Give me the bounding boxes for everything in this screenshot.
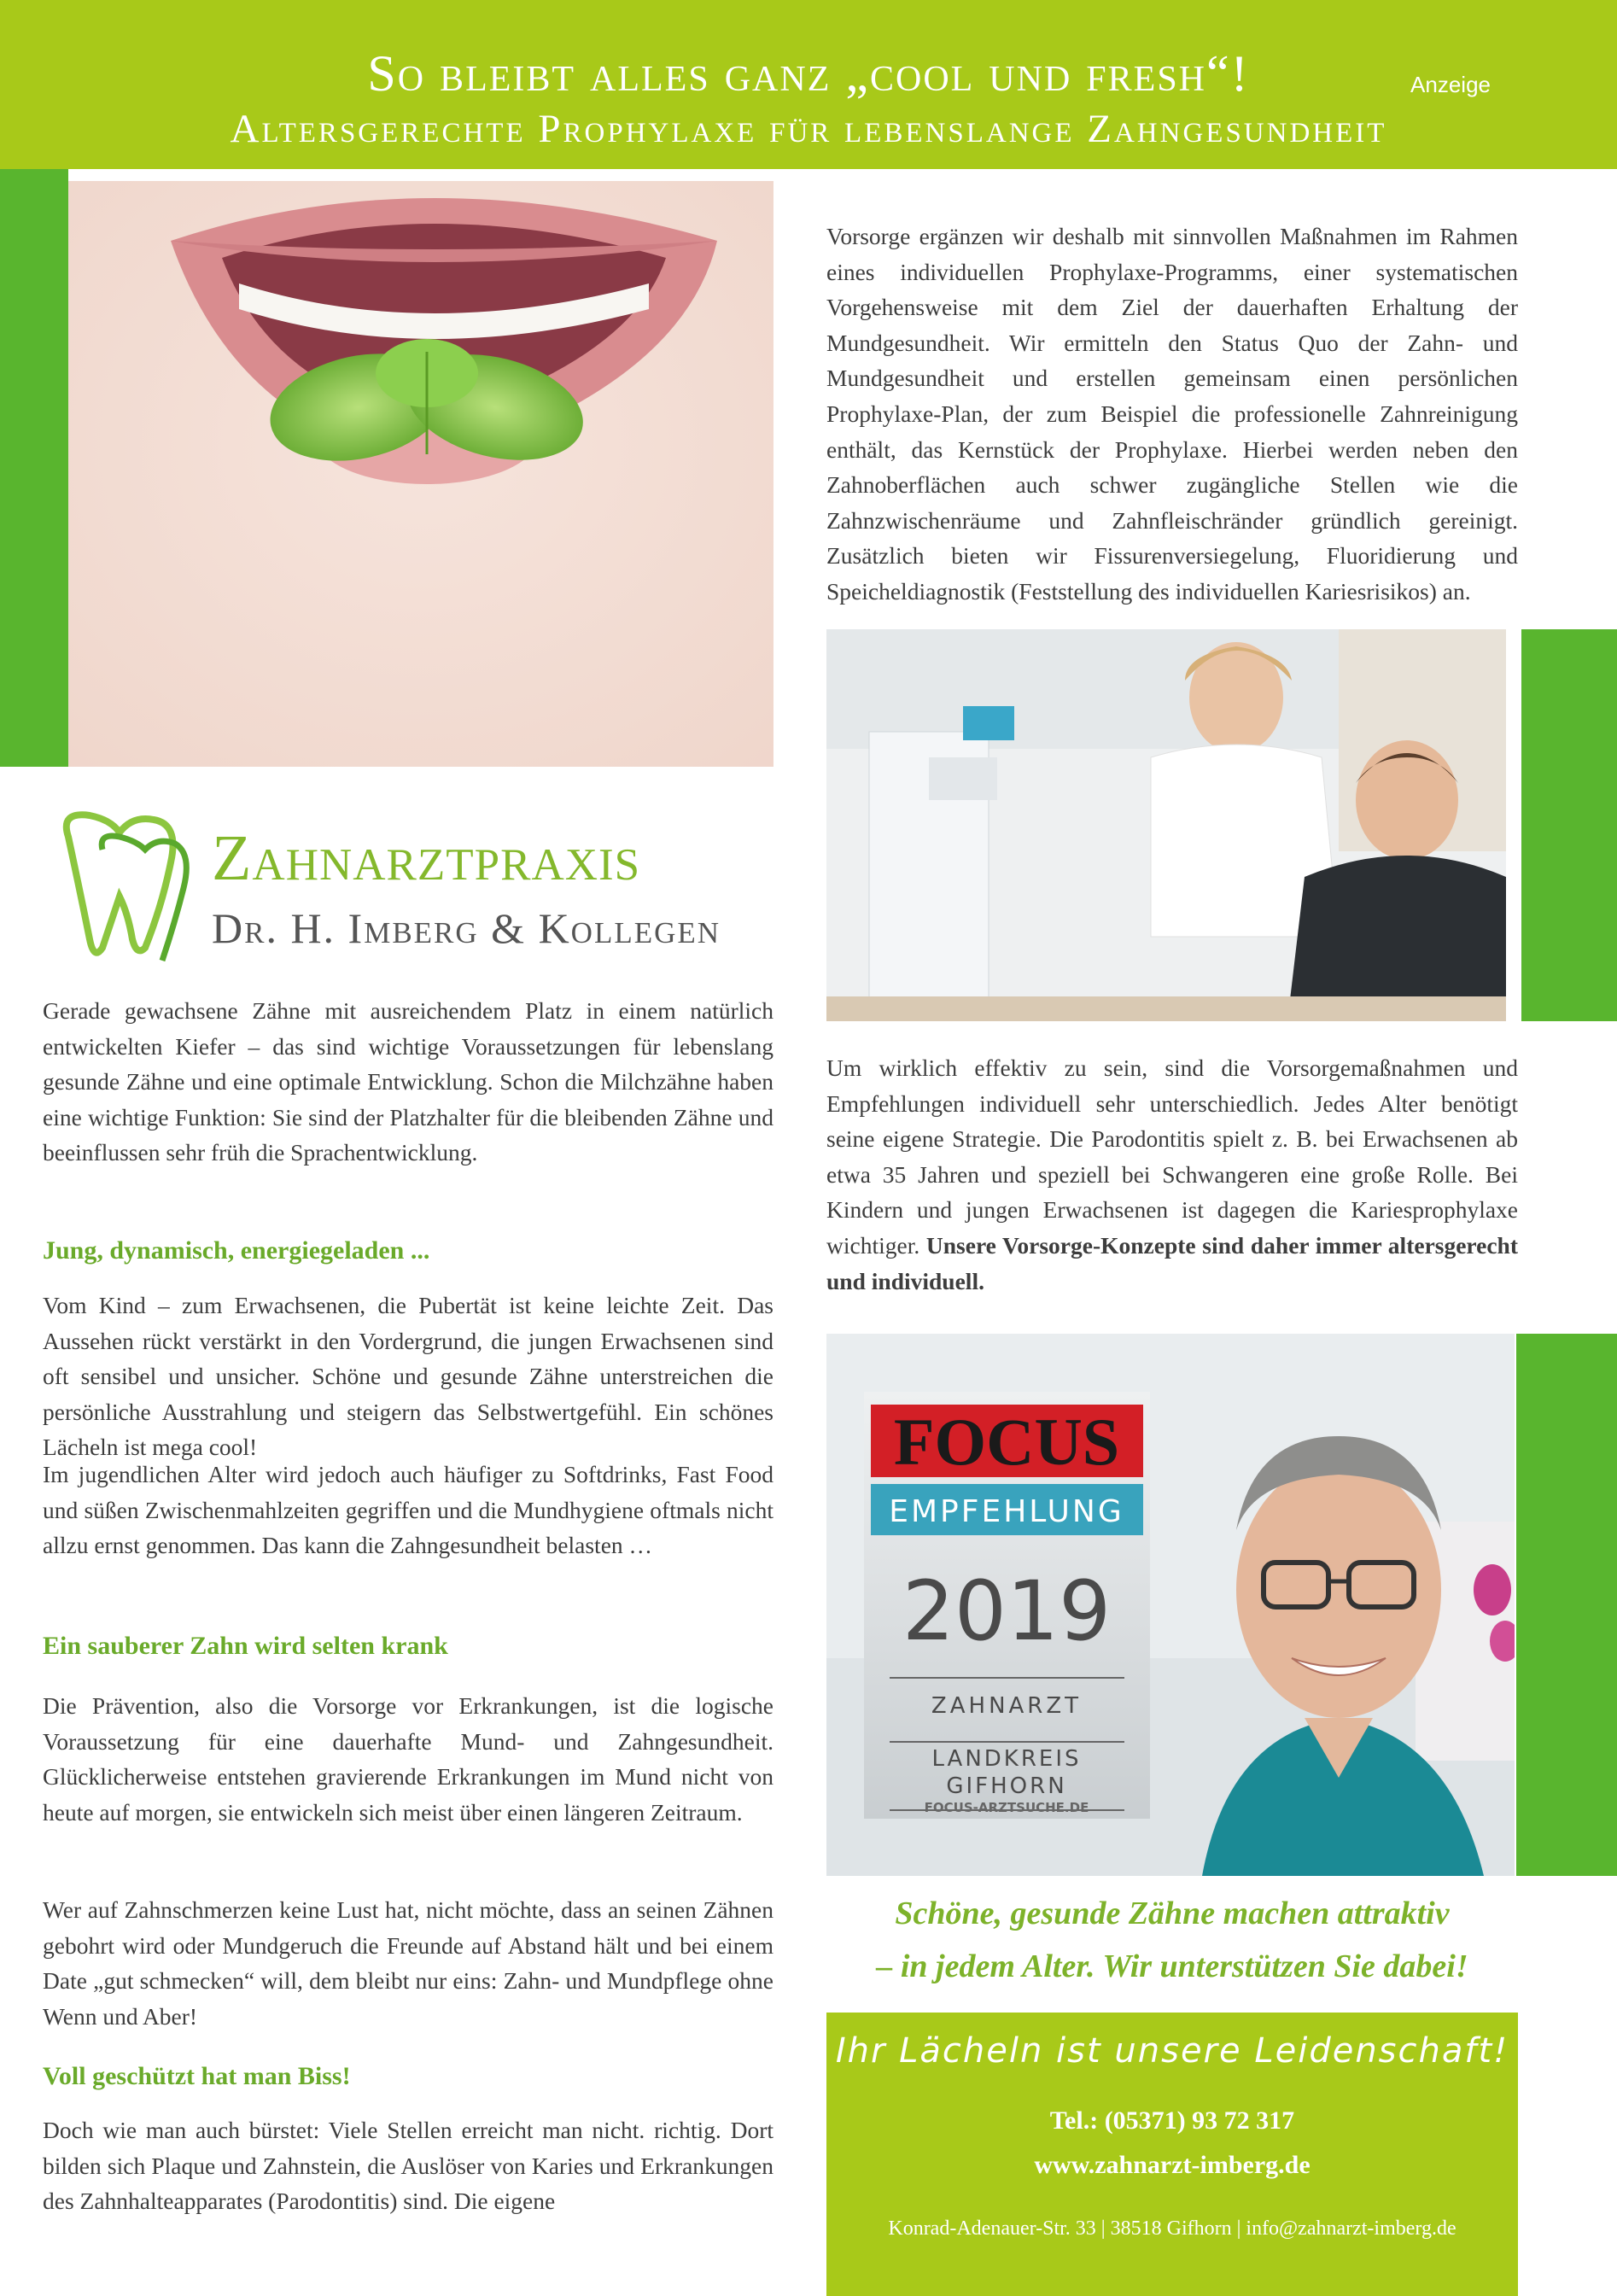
- focus-region-line1: LANDKREIS: [931, 1746, 1082, 1772]
- section-paragraph-1b: Im jugendlichen Alter wird jedoch auch häufiger zu Softdrinks, Fast Food und süßen Zwischenmahlzeiten gegriffen und die Mundhygiene oftmals nicht allzu ernst genommen. Das kann die Zahngesundheit belasten …: [43, 1461, 773, 1559]
- focus-region-line2: GIFHORN: [946, 1773, 1067, 1799]
- section-heading-2: Ein sauberer Zahn wird selten krank: [43, 1632, 448, 1660]
- section-paragraph-4: Doch wie man auch bürstet: Viele Stellen erreicht man nicht. richtig. Dort bilden sich Plaque und Zahnstein, die Auslöser von Karies und Erkrankungen des Zahnhalteapparates (Parodontitis) sind. Die eigene: [43, 2117, 773, 2215]
- focus-site-text: FOCUS-ARZTSUCHE.DE: [924, 1800, 1089, 1815]
- focus-award-badge: [864, 1392, 1150, 1819]
- section-paragraph-1: Vom Kind – zum Erwachsenen, die Pubertät ist keine leichte Zeit. Das Aussehen rückt verstärkt in den Vordergrund, die jungen Erwachsenen sind oft sensibel und unsicher. Schöne und gesunde Zähne unterstreichen die persönliche Ausstrahlung und steigern das Selbstwertgefühl. Ein schönes Lächeln ist mega cool!: [43, 1292, 773, 1461]
- contact-website[interactable]: www.zahnarzt-imberg.de: [1034, 2151, 1311, 2179]
- dental-treatment-photo: [826, 629, 1506, 1021]
- section-paragraph-2: Die Prävention, also die Vorsorge vor Erkrankungen, ist die logische Voraussetzung für eine dauerhafte Mund- und Zahngesundheit. Glücklicherweise entstehen gravierende Erkrankungen im Mund nicht von heute auf morgen, sie entwickeln sich meist über einen längeren Zeitraum.: [43, 1692, 773, 1826]
- contact-box: [826, 2013, 1518, 2296]
- slogan-line-2: – in jedem Alter. Wir unterstützen Sie dabei!: [876, 1948, 1468, 1984]
- section-paragraph-3: Wer auf Zahnschmerzen keine Lust hat, nicht möchte, dass an seinen Zähnen gebohrt wird oder Mundgeruch die Freunde auf Abstand hält und bei einem Date „gut schmecken“ will, dem bleibt nur eins: Zahn- und Mundpflege ohne Wenn und Aber!: [43, 1896, 773, 2030]
- article-paragraph-right-2: [826, 1050, 1518, 1299]
- page-subtitle: Altersgerechte Prophylaxe für lebenslange Zahngesundheit: [230, 107, 1387, 151]
- contact-phone[interactable]: Tel.: (05371) 93 72 317: [1049, 2106, 1295, 2135]
- focus-category-text: ZAHNARZT: [931, 1693, 1083, 1719]
- intro-paragraph: Gerade gewachsene Zähne mit ausreichendem Platz in einem natürlich entwickelten Kiefer – das sind wichtige Voraussetzungen für lebenslang gesunde Zähne und eine optimale Entwicklung. Schon die Milchzähne haben eine wichtige Funktion: Sie sind der Platzhalter für die bleibenden Zähne und beeinflussen sehr früh die Sprachentwicklung.: [43, 997, 773, 1166]
- right-paragraph-2-emphasis: Unsere Vorsorge-Konzepte sind daher immer altersgerecht und individuell.: [826, 1231, 1519, 1294]
- practice-logo-icon: [51, 803, 196, 965]
- practice-doctors: Dr. H. Imberg & Kollegen: [212, 904, 721, 952]
- practice-name: Zahnarztpraxis: [212, 822, 641, 894]
- accent-bar-right-1: [1521, 629, 1617, 1021]
- slogan-line-1: Schöne, gesunde Zähne machen attraktiv: [895, 1896, 1450, 1931]
- focus-year-text: 2019: [902, 1563, 1112, 1659]
- section-heading-3: Voll geschützt hat man Biss!: [43, 2062, 351, 2090]
- contact-address: Konrad-Adenauer-Str. 33 | 38518 Gifhorn | info@zahnarzt-imberg.de: [888, 2217, 1456, 2240]
- contact-slogan: Ihr Lächeln ist unsere Leidenschaft!: [835, 2031, 1509, 2071]
- focus-label-text: EMPFEHLUNG: [889, 1494, 1124, 1529]
- header-banner: [0, 0, 1617, 169]
- accent-bar-right-2: [1516, 1334, 1617, 1876]
- section-heading-1: Jung, dynamisch, energiegeladen ...: [43, 1236, 430, 1265]
- article-paragraph-right-1: Vorsorge ergänzen wir deshalb mit sinnvollen Maßnahmen im Rahmen eines individuellen Prophylaxe-Programms, einer systematischen Vorgehensweise mit dem Ziel der dauerhaften Erhaltung der Mundgesundheit. Wir ermitteln den Status Quo der Zahn- und Mundgesundheit und erstellen gemeinsam einen persönlichen Prophylaxe-Plan, der zum Beispiel die professionelle Zahnreinigung enthält, das Kernstück der Prophylaxe. Hierbei werden neben den Zahnoberflächen auch schwer zugängliche Stellen wie die Zahnzwischenräume und Zahnfleischränder gründlich gereinigt. Zusätzlich bieten wir Fissurenversiegelung, Fluoridierung und Speicheldiagnostik (Feststellung des individuellen Kariesrisikos) an.: [826, 223, 1518, 605]
- ad-label: Anzeige: [1410, 72, 1491, 97]
- right-paragraph-2-text: Um wirklich effektiv zu sein, sind die Vorsorgemaßnahmen und Empfehlungen individuell sehr unterschiedlich. Jedes Alter benötigt seine eigene Strategie. Die Parodontitis spielt z. B. bei Erwachsenen ab etwa 35 Jahren und speziell bei Schwangeren eine große Rolle. Bei Kindern und jungen Erwachsenen ist dagegen die Kariesprophylaxe wichtiger.: [826, 1055, 1518, 1259]
- mint-mouth-photo: [68, 181, 773, 767]
- focus-brand-text: FOCUS: [893, 1405, 1120, 1479]
- accent-bar-left: [0, 169, 68, 767]
- page-title: So bleibt alles ganz „cool und fresh“!: [367, 45, 1250, 102]
